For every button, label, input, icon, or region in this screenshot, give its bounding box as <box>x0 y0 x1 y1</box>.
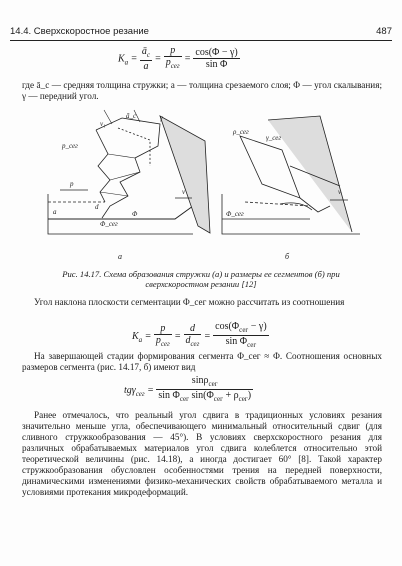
fraction: $\frac{ā_c}{a}$ <box>141 45 151 72</box>
paragraph-segmentation-angle: Угол наклона плоскости сегментации Φ_сег можно рассчитать из соотношения <box>34 297 345 307</box>
label-v-a: v <box>182 188 186 196</box>
fraction: $\frac{p}{p_{сег}}$ <box>165 45 180 70</box>
paragraph-final-stage: На завершающей стадии формирования сегмента Φ_сег ≈ Φ. Соотношения основных размеров сегмента (рис. 14.17, б) имеют вид <box>22 351 382 372</box>
paragraph-shear-angle: Ранее отмечалось, что реальный угол сдвига в традиционных условиях резания значительно меньше угла, обеспечивающего минимальный относительный сдвиг (для сливного стружкообразования — 45°). В условиях сверхскоростного резания для различных обрабатываемых материалов угол сдвига колеблется относительно этой теоретической величины (рис. 14.18), а иногда достигает 60° [8]. Такой характер стружкообразования обусловлен особенностями трения на передней поверхности, динамическими изменениями физико-механических свойств обрабатываемого металла и условиями протекания микродеформаций. <box>22 410 382 497</box>
label-p-seg: p_сег <box>62 142 78 150</box>
fraction: $\frac{d}{d_{сег}}$ <box>185 322 200 348</box>
formula-chip-thickness-ratio: $K_a$ = $\frac{ā_c}{a}$ = $\frac{p}{p_{сег}}$ = $\frac{\cos(\Phi - \gamma)}{\text{sin Φ}}$ <box>118 45 238 72</box>
label-v-b: v <box>338 188 342 196</box>
fraction: $\frac{\cos(\Phi - \gamma)}{\text{sin Φ}}$ <box>195 47 238 70</box>
formula-tg-gamma: tgγ$_{сег}$ = $\frac{\sin\rho_{сег}}{\sin \Phi_{сег} \sin(\Phi_{сег} + \rho_{сег})}$ <box>124 375 252 403</box>
label-a: a <box>53 208 57 216</box>
fraction: $\frac{p}{p_{сег}}$ <box>155 322 170 348</box>
page-number: 487 <box>376 26 392 37</box>
label-p: p <box>70 180 74 188</box>
paragraph-definitions: где ā_c — средняя толщина стружки; a — толщина срезаемого слоя; Φ — угол скалывания; γ — передний угол. <box>22 80 382 101</box>
subfigure-label-b: б <box>285 252 290 261</box>
label-rho-seg: ρ_сег <box>233 128 249 136</box>
label-gamma: γ <box>160 114 163 122</box>
label-phi-seg-b: Φ_сег <box>226 210 244 218</box>
label-d: d <box>95 203 99 211</box>
running-header <box>10 26 392 41</box>
label-phi: Φ <box>132 210 138 218</box>
figure-part-a <box>48 110 210 234</box>
label-gamma-seg: γ_сег <box>266 134 282 142</box>
label-ac: ā_c <box>126 112 137 120</box>
figure-chip-formation <box>0 106 402 266</box>
subfigure-label-a: а <box>118 252 122 261</box>
fraction: $\frac{\cos(\Phi_{сег} - \gamma)}{\sin \Phi_{сег}}$ <box>215 321 267 349</box>
label-v1: v₁ <box>100 120 106 128</box>
fraction: $\frac{\sin\rho_{сег}}{\sin \Phi_{сег} \sin(\Phi_{сег} + \rho_{сег})}$ <box>158 375 252 403</box>
formula-segmentation: $K_a$ = $\frac{p}{p_{сег}}$ = $\frac{d}{d_{сег}}$ = $\frac{\cos(\Phi_{сег} - \gamma)}{\sin \Phi_{сег}}$ <box>132 321 267 349</box>
section-title: 14.4. Сверхскоростное резание <box>10 26 149 37</box>
label-phi-seg: Φ_сег <box>100 220 118 228</box>
figure-caption: Рис. 14.17. Схема образования стружки (а) и размеры ее сегментов (б) при сверхскоростном резании [12] <box>62 269 340 289</box>
